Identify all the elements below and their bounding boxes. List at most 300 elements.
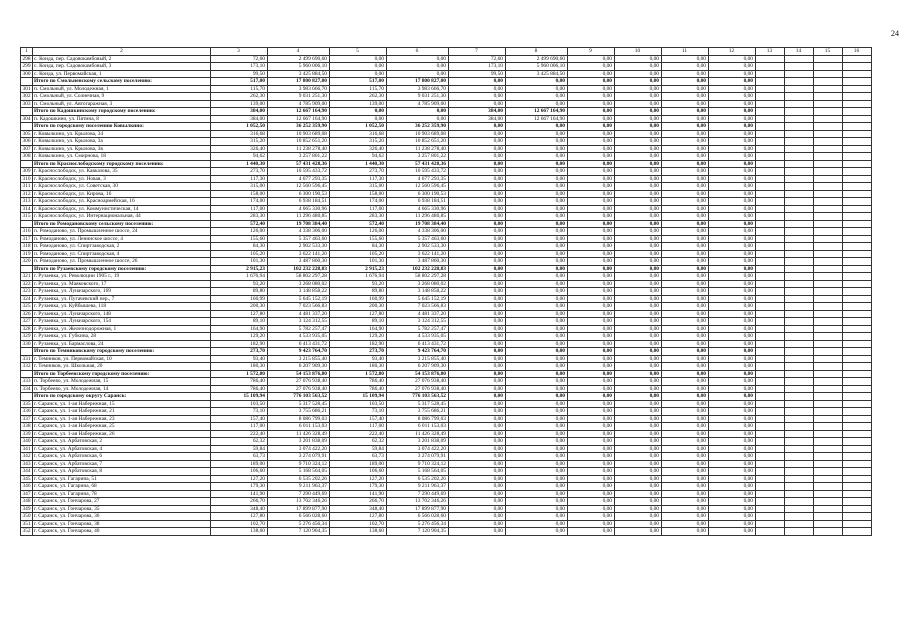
table-cell: 0,00 [662,393,709,401]
table-cell: 127,80 [330,513,387,521]
table-cell [756,498,785,506]
table-cell: 0,00 [615,483,662,491]
table-cell: 266,70 [330,498,387,506]
table-cell: 0,00 [568,318,615,326]
table-cell: 105,20 [330,250,387,258]
table-cell: 0,00 [506,378,568,386]
table-cell [843,153,872,161]
table-cell: 5 357 463,60 [387,235,449,243]
table-cell [814,370,843,378]
table-cell: 0,00 [709,400,756,408]
table-cell: 0,00 [568,108,615,116]
table-cell: 283,30 [211,213,268,221]
table-cell: 0,00 [387,108,449,116]
table-cell: 0,00 [662,123,709,131]
table-row [21,453,872,461]
table-cell: 73,10 [211,408,268,416]
table-cell: 0,00 [568,355,615,363]
table-cell: 0,00 [506,438,568,446]
table-cell [843,258,872,266]
table-cell: 93,40 [330,355,387,363]
table-cell: 12 560 596,45 [387,183,449,191]
table-cell [21,370,33,378]
table-cell: 0,00 [615,393,662,401]
table-cell: 0,00 [615,445,662,453]
table-cell: 101,30 [330,258,387,266]
table-cell: 316,68 [211,130,268,138]
table-cell [785,115,814,123]
table-cell: 102,70 [211,520,268,528]
table-cell: 0,00 [709,378,756,386]
table-cell: 180,30 [211,363,268,371]
table-cell: 0,00 [568,175,615,183]
table-cell: 117,30 [211,175,268,183]
table-cell: 84,30 [211,243,268,251]
table-cell: г. Саранск, ул. Гагарина, 78 [33,490,211,498]
table-cell: 0,00 [662,250,709,258]
table-cell: 0,00 [568,220,615,228]
table-cell: 10 595 433,72 [268,168,330,176]
table-cell: 179,30 [211,483,268,491]
table-cell: 6 300 190,53 [268,190,330,198]
table-cell: 0,00 [506,340,568,348]
table-cell: 7 120 904,35 [268,528,330,536]
table-cell: 0,00 [506,498,568,506]
table-cell: 0,00 [662,408,709,416]
table-cell: 180,30 [330,363,387,371]
table-cell: 0,00 [709,78,756,86]
table-cell: 0,00 [568,168,615,176]
table-cell: 102 232 228,83 [268,265,330,273]
table-cell: п. Ромоданово, ул. Спиртзаводская, 2 [33,243,211,251]
table-cell: 54 153 876,80 [387,370,449,378]
table-cell: 101,30 [211,258,268,266]
table-cell: 3 124 312,55 [268,318,330,326]
table-cell: 0,00 [615,505,662,513]
table-cell: 0,00 [387,63,449,71]
table-cell: 0,00 [615,288,662,296]
table-cell: 0,00 [449,325,506,333]
table-cell: 0,00 [615,295,662,303]
table-cell [785,153,814,161]
table-cell: 0,00 [568,138,615,146]
table-cell: 315,00 [211,183,268,191]
table-cell: 0,00 [709,288,756,296]
table-cell: 0,00 [662,295,709,303]
table-cell: 0,00 [662,288,709,296]
table-cell [785,70,814,78]
table-cell [785,513,814,521]
table-cell [814,363,843,371]
table-cell: 346 [22,483,31,489]
table-cell [785,265,814,273]
table-cell: 5 645 152,19 [268,295,330,303]
table-cell: 58 802 297,28 [268,273,330,281]
table-cell: 0,00 [330,63,387,71]
table-cell: 158,00 [330,190,387,198]
table-cell [814,528,843,536]
table-cell: 0,00 [449,100,506,108]
table-cell: 333 [22,378,31,384]
table-cell [785,303,814,311]
column-number-cell: 1 [21,48,33,56]
table-cell [814,423,843,431]
table-cell [21,123,33,131]
table-cell [814,400,843,408]
table-cell [843,520,872,528]
table-cell: 0,00 [662,93,709,101]
housing-program-table [20,47,872,536]
table-cell: 331 [22,355,31,362]
table-cell: 0,00 [709,70,756,78]
table-cell: 0,00 [709,130,756,138]
table-cell: г. Краснослободск, ул. Новая, 3 [33,175,211,183]
table-cell: 189,00 [211,460,268,468]
table-cell: 0,00 [506,205,568,213]
table-cell: 0,00 [709,445,756,453]
table-cell: 0,00 [615,250,662,258]
table-cell: 0,00 [709,280,756,288]
table-cell: 776 103 563,52 [387,393,449,401]
table-cell: 103,50 [211,400,268,408]
table-cell: 303 [22,100,31,107]
table-row [21,130,872,138]
table-cell [814,318,843,326]
table-cell [785,528,814,536]
table-cell: 0,00 [615,378,662,386]
table-cell: 0,00 [662,520,709,528]
table-cell [843,363,872,371]
table-cell [785,370,814,378]
table-cell: 5 168 564,05 [387,468,449,476]
table-cell [756,520,785,528]
table-cell [843,243,872,251]
table-row [21,250,872,258]
table-cell: 164,90 [211,325,268,333]
table-cell: г. Саранск, ул. Гагарина, 68 [33,483,211,491]
table-cell: 0,00 [330,70,387,78]
table-cell: 0,00 [506,198,568,206]
table-cell: 0,00 [662,490,709,498]
table-cell [785,175,814,183]
table-cell: 3 257 801,22 [268,153,330,161]
table-cell: 3 487 860,30 [387,258,449,266]
table-cell: 0,00 [449,393,506,401]
table-cell: 3 983 666,70 [387,85,449,93]
table-cell: 12 667 164,90 [506,115,568,123]
table-cell: 0,00 [506,153,568,161]
table-cell: 0,00 [506,408,568,416]
table-cell: 6 207 909,30 [387,363,449,371]
table-cell: 0,00 [449,348,506,356]
table-cell: г. Темников, ул. Школьная, 20 [33,363,211,371]
table-cell: 3 268 080,02 [387,280,449,288]
table-cell: 0,00 [709,423,756,431]
table-cell: 0,00 [709,408,756,416]
table-cell: г. Саранск, ул. Арбатовская, 6 [33,453,211,461]
table-cell [785,355,814,363]
table-cell: г. Рузаевка, ул. Железнодорожная, 1 [33,325,211,333]
table-cell: 0,00 [615,385,662,393]
table-cell: 348,40 [211,505,268,513]
table-cell: 0,00 [506,78,568,86]
table-cell [785,183,814,191]
table-cell [756,475,785,483]
table-cell: 0,00 [662,385,709,393]
table-cell: 0,00 [709,340,756,348]
table-cell [785,250,814,258]
table-row [21,475,872,483]
table-cell: 158,00 [211,190,268,198]
table-cell: 17 899 877,90 [268,505,330,513]
table-cell: 57 431 428,36 [387,160,449,168]
table-cell: 0,00 [662,400,709,408]
table-cell [785,168,814,176]
table-cell: г. Саранск, ул. Гончарова, 35 [33,505,211,513]
table-cell: 0,00 [568,63,615,71]
table-cell: 0,00 [709,505,756,513]
table-cell: 0,00 [615,198,662,206]
table-cell: 0,00 [506,415,568,423]
table-cell: 323 [22,288,31,294]
subtotal-row [21,220,872,228]
table-cell [756,160,785,168]
table-cell: 322 [22,280,31,287]
table-row [21,295,872,303]
table-cell: 84,30 [330,243,387,251]
table-cell: 1 052,50 [330,123,387,131]
table-cell: 6 011 153,03 [387,423,449,431]
table-cell: 4 665 330,96 [268,205,330,213]
table-cell: 0,00 [449,385,506,393]
table-cell: п. Ромоданово, ул. Промышленное шоссе, 24 [33,228,211,236]
table-cell [756,288,785,296]
table-row [21,378,872,386]
column-number-cell: 6 [387,48,449,56]
table-row [21,483,872,491]
table-cell: 139,00 [330,100,387,108]
table-cell [814,288,843,296]
table-row [21,385,872,393]
table-cell: 0,00 [506,310,568,318]
table-cell: 0,00 [449,85,506,93]
table-cell [756,243,785,251]
table-cell: г. Темников, ул. Первомайская, 10 [33,355,211,363]
table-cell: 0,00 [709,385,756,393]
table-cell: 6 566 028,60 [268,513,330,521]
table-cell: 0,00 [568,303,615,311]
table-cell: 0,00 [709,220,756,228]
table-cell [756,505,785,513]
table-cell: 0,00 [449,438,506,446]
table-cell: 340 [22,438,31,444]
table-cell: 0,00 [449,423,506,431]
table-cell [814,415,843,423]
table-cell: 4 481 337,20 [387,310,449,318]
table-cell: 0,00 [615,468,662,476]
table-cell: 0,00 [615,100,662,108]
table-cell: 0,00 [449,295,506,303]
table-cell [814,183,843,191]
table-cell [785,393,814,401]
table-cell: 0,00 [568,310,615,318]
table-cell [756,265,785,273]
table-cell: 0,00 [449,430,506,438]
table-cell [814,460,843,468]
table-cell: 0,00 [709,123,756,131]
table-cell: 0,00 [615,528,662,536]
table-cell: 0,00 [615,438,662,446]
table-cell [843,213,872,221]
table-row [21,340,872,348]
table-cell: 126,00 [330,228,387,236]
table-cell: 4 338 306,00 [387,228,449,236]
table-cell: 0,00 [506,190,568,198]
table-cell [814,153,843,161]
table-cell [814,85,843,93]
table-cell [756,400,785,408]
table-cell [843,115,872,123]
table-cell: 0,00 [506,513,568,521]
table-cell [843,483,872,491]
table-cell: 0,00 [615,400,662,408]
table-cell: 0,00 [506,385,568,393]
table-cell [814,243,843,251]
table-cell: 0,00 [568,190,615,198]
table-cell: 4 665 330,96 [387,205,449,213]
table-cell: 314 [22,205,31,212]
table-cell: г. Рузаевка, ул. Маяковского, 17 [33,280,211,288]
table-cell: 0,00 [449,468,506,476]
table-cell: 0,00 [662,355,709,363]
table-cell [843,168,872,176]
table-cell [785,438,814,446]
table-cell: 5 645 152,19 [387,295,449,303]
table-cell: 0,00 [568,100,615,108]
table-cell [756,205,785,213]
table-cell: 1 052,50 [211,123,268,131]
table-cell: 54 153 876,80 [268,370,330,378]
table-cell [756,318,785,326]
table-cell: 94,62 [330,153,387,161]
table-cell: 115,70 [330,85,387,93]
table-cell: г. Рузаевка, ул. Луначарского, 148 [33,310,211,318]
table-cell [843,505,872,513]
table-cell [756,145,785,153]
table-cell [785,288,814,296]
table-cell [785,85,814,93]
table-cell: 0,00 [662,378,709,386]
table-cell: 0,00 [568,250,615,258]
subtotal-row [21,108,872,116]
table-cell: 0,00 [662,108,709,116]
table-cell: 325 [22,303,31,309]
table-cell [756,198,785,206]
subtotal-row [21,370,872,378]
table-cell [21,160,33,168]
table-cell [843,273,872,281]
table-cell [756,258,785,266]
table-row [21,423,872,431]
table-cell: п. Смольный, ул. Молодежная, 1 [33,85,211,93]
table-cell: 0,00 [662,513,709,521]
table-cell [785,198,814,206]
table-cell: г. Рузаевка, ул. Пугачевский пер., 7 [33,295,211,303]
table-cell: 0,00 [449,460,506,468]
table-cell: 0,00 [662,483,709,491]
table-cell [843,303,872,311]
table-cell [756,528,785,536]
table-cell: 0,00 [449,528,506,536]
table-cell: 0,00 [506,445,568,453]
table-cell: 0,00 [709,235,756,243]
table-cell [785,325,814,333]
table-cell: 62,32 [330,438,387,446]
table-cell: 0,00 [662,325,709,333]
table-cell: 0,00 [615,423,662,431]
table-cell [21,348,33,356]
table-cell: 332 [22,363,31,369]
table-cell: 343 [22,460,31,467]
table-cell: 4 677 293,35 [387,175,449,183]
table-cell: п. Ромоданово, ул. Спиртзаводская, 4 [33,250,211,258]
table-cell: 27 076 938,40 [268,378,330,386]
table-cell: 7 290 449,69 [268,490,330,498]
table-cell: 8 086 799,03 [387,415,449,423]
table-cell: 0,00 [615,220,662,228]
table-cell: 0,00 [615,265,662,273]
table-cell: 0,00 [662,55,709,63]
column-number-cell: 15 [814,48,843,56]
table-cell: 0,00 [506,423,568,431]
table-cell [843,183,872,191]
table-row [21,460,872,468]
table-cell: 106,60 [330,468,387,476]
table-cell: 0,00 [662,198,709,206]
table-cell [756,130,785,138]
table-cell [814,325,843,333]
table-cell: 0,00 [615,348,662,356]
table-cell: 0,00 [615,123,662,131]
table-cell: 102 232 228,83 [387,265,449,273]
table-cell: 6 413 431,72 [268,340,330,348]
table-cell: 102,70 [330,520,387,528]
table-cell: 572,40 [330,220,387,228]
table-cell [785,220,814,228]
table-cell: 200,30 [211,303,268,311]
table-cell: 0,00 [615,183,662,191]
table-cell [756,213,785,221]
column-number-cell: 5 [330,48,387,56]
table-cell: 0,00 [615,108,662,116]
table-cell: 164,90 [330,325,387,333]
column-number-cell: 10 [615,48,662,56]
table-cell [756,438,785,446]
table-cell: 10 903 689,08 [387,130,449,138]
table-cell: 1 440,30 [330,160,387,168]
table-cell: 0,00 [330,55,387,63]
table-cell: 0,00 [568,408,615,416]
table-cell: 0,00 [449,475,506,483]
table-cell [814,55,843,63]
subtotal-row [21,78,872,86]
table-cell: 517,00 [330,78,387,86]
table-cell [814,258,843,266]
table-cell: 0,00 [506,528,568,536]
table-cell [785,385,814,393]
table-cell [843,528,872,536]
table-cell: 0,00 [449,445,506,453]
